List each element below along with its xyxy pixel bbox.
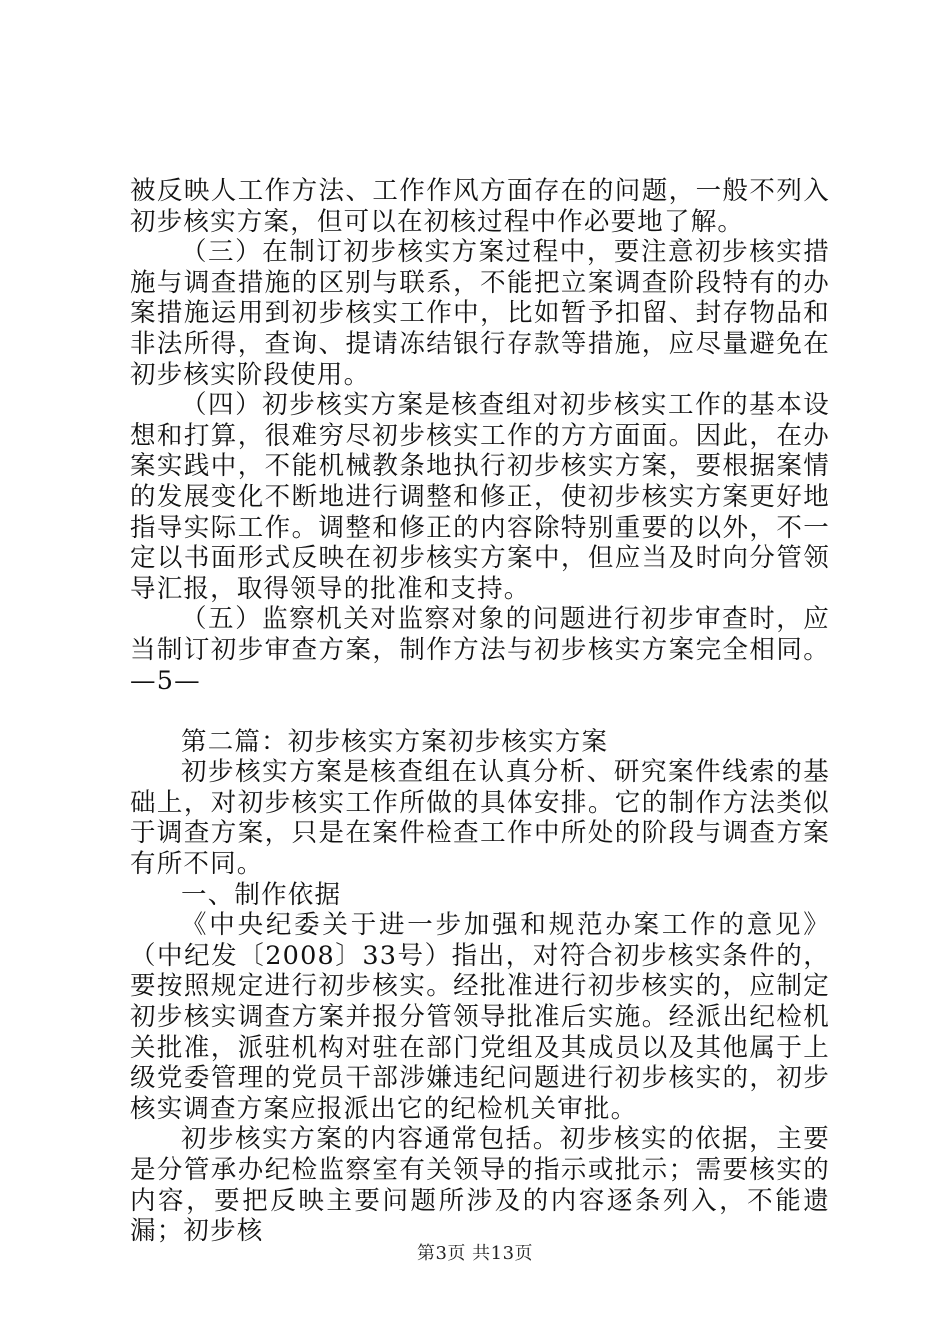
document-body — [130, 176, 830, 1247]
section-heading: 一、制作依据 — [181, 879, 342, 910]
chapter-heading: 第二篇：初步核实方案初步核实方案 — [181, 726, 609, 757]
paragraph-section-three: （三）在制订初步核实方案过程中，要注意初步核实措施与调查措施的区别与联系，不能把立案调查阶段特有的办案措施运用到初步核实工作中，比如暂予扣留、封存物品和非法所得，查询、提请冻结银行存款等措施，应尽量避免在初步核实阶段使用。 — [130, 237, 830, 390]
paragraph-basis: 《中央纪委关于进一步加强和规范办案工作的意见》（中纪发〔2008〕33号）指出，对符合初步核实条件的，要按照规定进行初步核实。经批准进行初步核实的，应制定初步核实调查方案并报分管领导批准后实施。经派出纪检机关批准，派驻机构对驻在部门党组及其成员以及其他属于上级党委管理的党员干部涉嫌违纪问题进行初步核实的，初步核实调查方案应报派出它的纪检机关审批。 — [130, 910, 830, 1124]
paragraph-intro: 初步核实方案是核查组在认真分析、研究案件线索的基础上，对初步核实工作所做的具体安排。它的制作方法类似于调查方案，只是在案件检查工作中所处的阶段与调查方案有所不同。 — [130, 757, 830, 880]
page-number-footer: 第3页 共13页 — [416, 1243, 534, 1264]
paragraph-gap — [130, 696, 830, 727]
paragraph-continuation: 被反映人工作方法、工作作风方面存在的问题，一般不列入初步核实方案，但可以在初核过程中作必要地了解。 — [130, 176, 830, 237]
paragraph-section-four: （四）初步核实方案是核查组对初步核实工作的基本设想和打算，很难穷尽初步核实工作的方方面面。因此，在办案实践中，不能机械教条地执行初步核实方案，要根据案情的发展变化不断地进行调整和修正，使初步核实方案更好地指导实际工作。调整和修正的内容除特别重要的以外，不一定以书面形式反映在初步核实方案中，但应当及时向分管领导汇报，取得领导的批准和支持。 — [130, 390, 830, 604]
paragraph-section-five: （五）监察机关对监察对象的问题进行初步审查时，应当制订初步审查方案，制作方法与初步核实方案完全相同。—5— — [130, 604, 830, 696]
paragraph-contents: 初步核实方案的内容通常包括。初步核实的依据，主要是分管承办纪检监察室有关领导的指示或批示；需要核实的内容，要把反映主要问题所涉及的内容逐条列入，不能遗漏；初步核 — [130, 1124, 830, 1247]
